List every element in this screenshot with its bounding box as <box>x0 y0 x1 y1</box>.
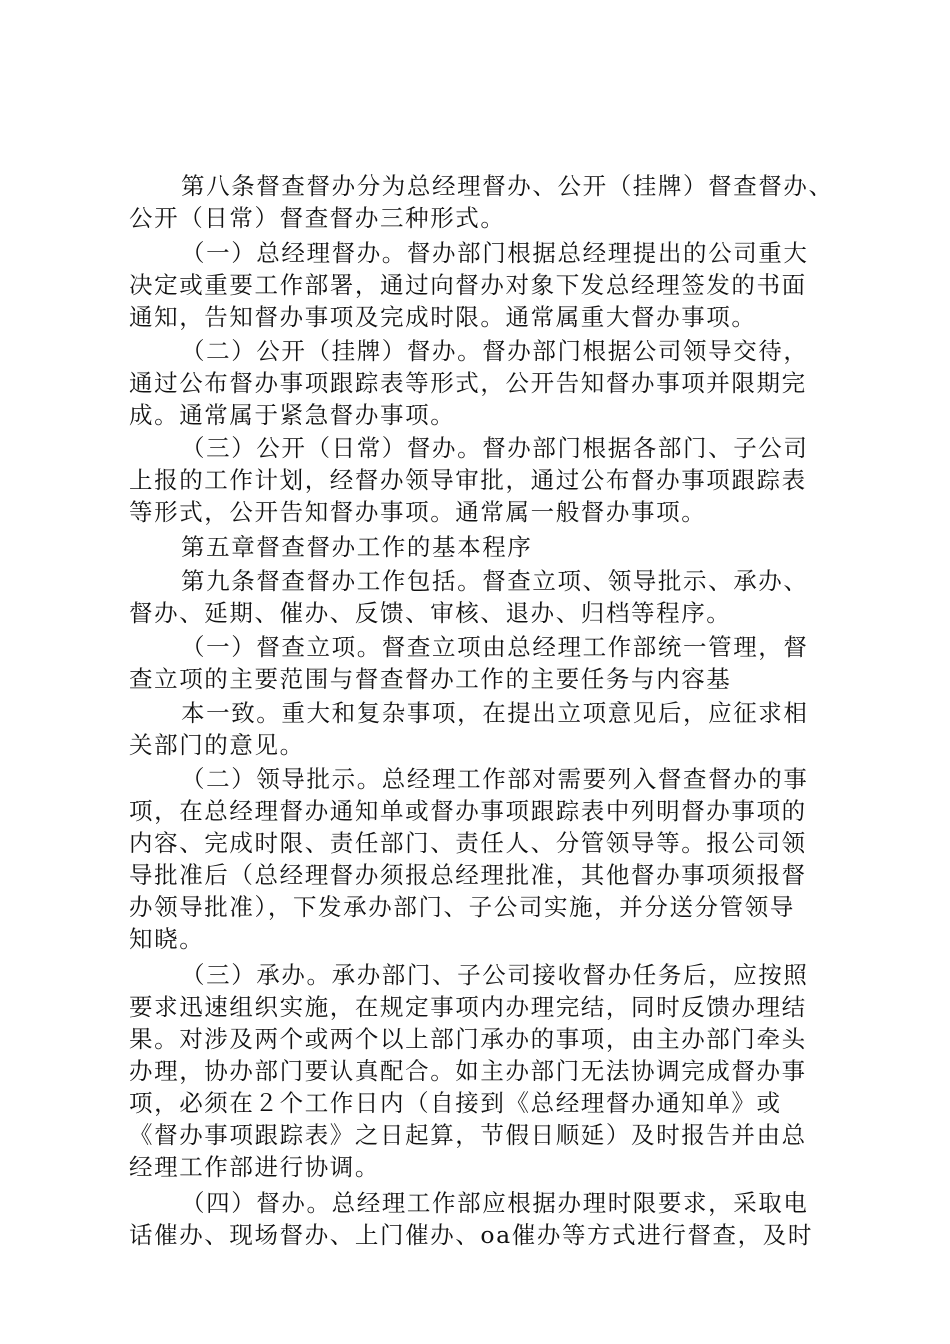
text-line: 办理，协办部门要认真配合。如主办部门无法协调完成督办事 <box>129 1057 807 1085</box>
text-line: 要求迅速组织实施，在规定事项内办理完结，同时反馈办理结 <box>129 993 807 1021</box>
text-line: 导批准后（总经理督办须报总经理批准，其他督办事项须报督 <box>129 861 807 889</box>
text-line: （三）公开（日常）督办。督办部门根据各部门、子公司 <box>181 434 809 462</box>
text-line: （二）公开（挂牌）督办。督办部门根据公司领导交待， <box>181 337 809 365</box>
text-line: 本一致。重大和复杂事项，在提出立项意见后，应征求相 <box>181 699 809 727</box>
text-line: （四）督办。总经理工作部应根据办理时限要求，采取电 <box>181 1189 809 1217</box>
text-line: 通过公布督办事项跟踪表等形式，公开告知督办事项并限期完 <box>129 369 807 397</box>
text-line: 查立项的主要范围与督查督办工作的主要任务与内容基 <box>129 665 732 693</box>
text-line: 成。通常属于紧急督办事项。 <box>129 401 456 429</box>
text-line: （一）总经理督办。督办部门根据总经理提出的公司重大 <box>181 239 809 267</box>
text-line: （三）承办。承办部门、子公司接收督办任务后，应按照 <box>181 961 809 989</box>
text-line: 内容、完成时限、责任部门、责任人、分管领导等。报公司领 <box>129 829 807 857</box>
text-line: 知晓。 <box>129 925 205 953</box>
text-line: 公开（日常）督查督办三种形式。 <box>129 204 506 232</box>
text-line: 《督办事项跟踪表》之日起算，节假日顺延）及时报告并由总 <box>129 1121 807 1149</box>
text-line: 话催办、现场督办、上门催办、oa催办等方式进行督查，及时 <box>129 1221 813 1249</box>
text-line: （二）领导批示。总经理工作部对需要列入督查督办的事 <box>181 765 809 793</box>
section-heading: 第五章督查督办工作的基本程序 <box>181 533 533 561</box>
text-line: 第八条督查督办分为总经理督办、公开（挂牌）督查督办、 <box>181 172 834 200</box>
text-line: 关部门的意见。 <box>129 731 305 759</box>
text-line: 督办、延期、催办、反馈、审核、退办、归档等程序。 <box>129 599 732 627</box>
text-line: 项，必须在２个工作日内（自接到《总经理督办通知单》或 <box>129 1089 782 1117</box>
text-line: 上报的工作计划，经督办领导审批，通过公布督办事项跟踪表 <box>129 466 807 494</box>
text-line: 办领导批准），下发承办部门、子公司实施，并分送分管领导 <box>129 893 795 921</box>
text-line: 果。对涉及两个或两个以上部门承办的事项，由主办部门牵头 <box>129 1025 807 1053</box>
text-line: 第九条督查督办工作包括。督查立项、领导批示、承办、 <box>181 567 809 595</box>
text-line: 等形式，公开告知督办事项。通常属一般督办事项。 <box>129 498 707 526</box>
text-line: 经理工作部进行协调。 <box>129 1153 380 1181</box>
text-line: 通知，告知督办事项及完成时限。通常属重大督办事项。 <box>129 303 757 331</box>
text-line: 决定或重要工作部署，通过向督办对象下发总经理签发的书面 <box>129 271 807 299</box>
text-line: （一）督查立项。督查立项由总经理工作部统一管理，督 <box>181 633 809 661</box>
text-line: 项，在总经理督办通知单或督办事项跟踪表中列明督办事项的 <box>129 797 807 825</box>
